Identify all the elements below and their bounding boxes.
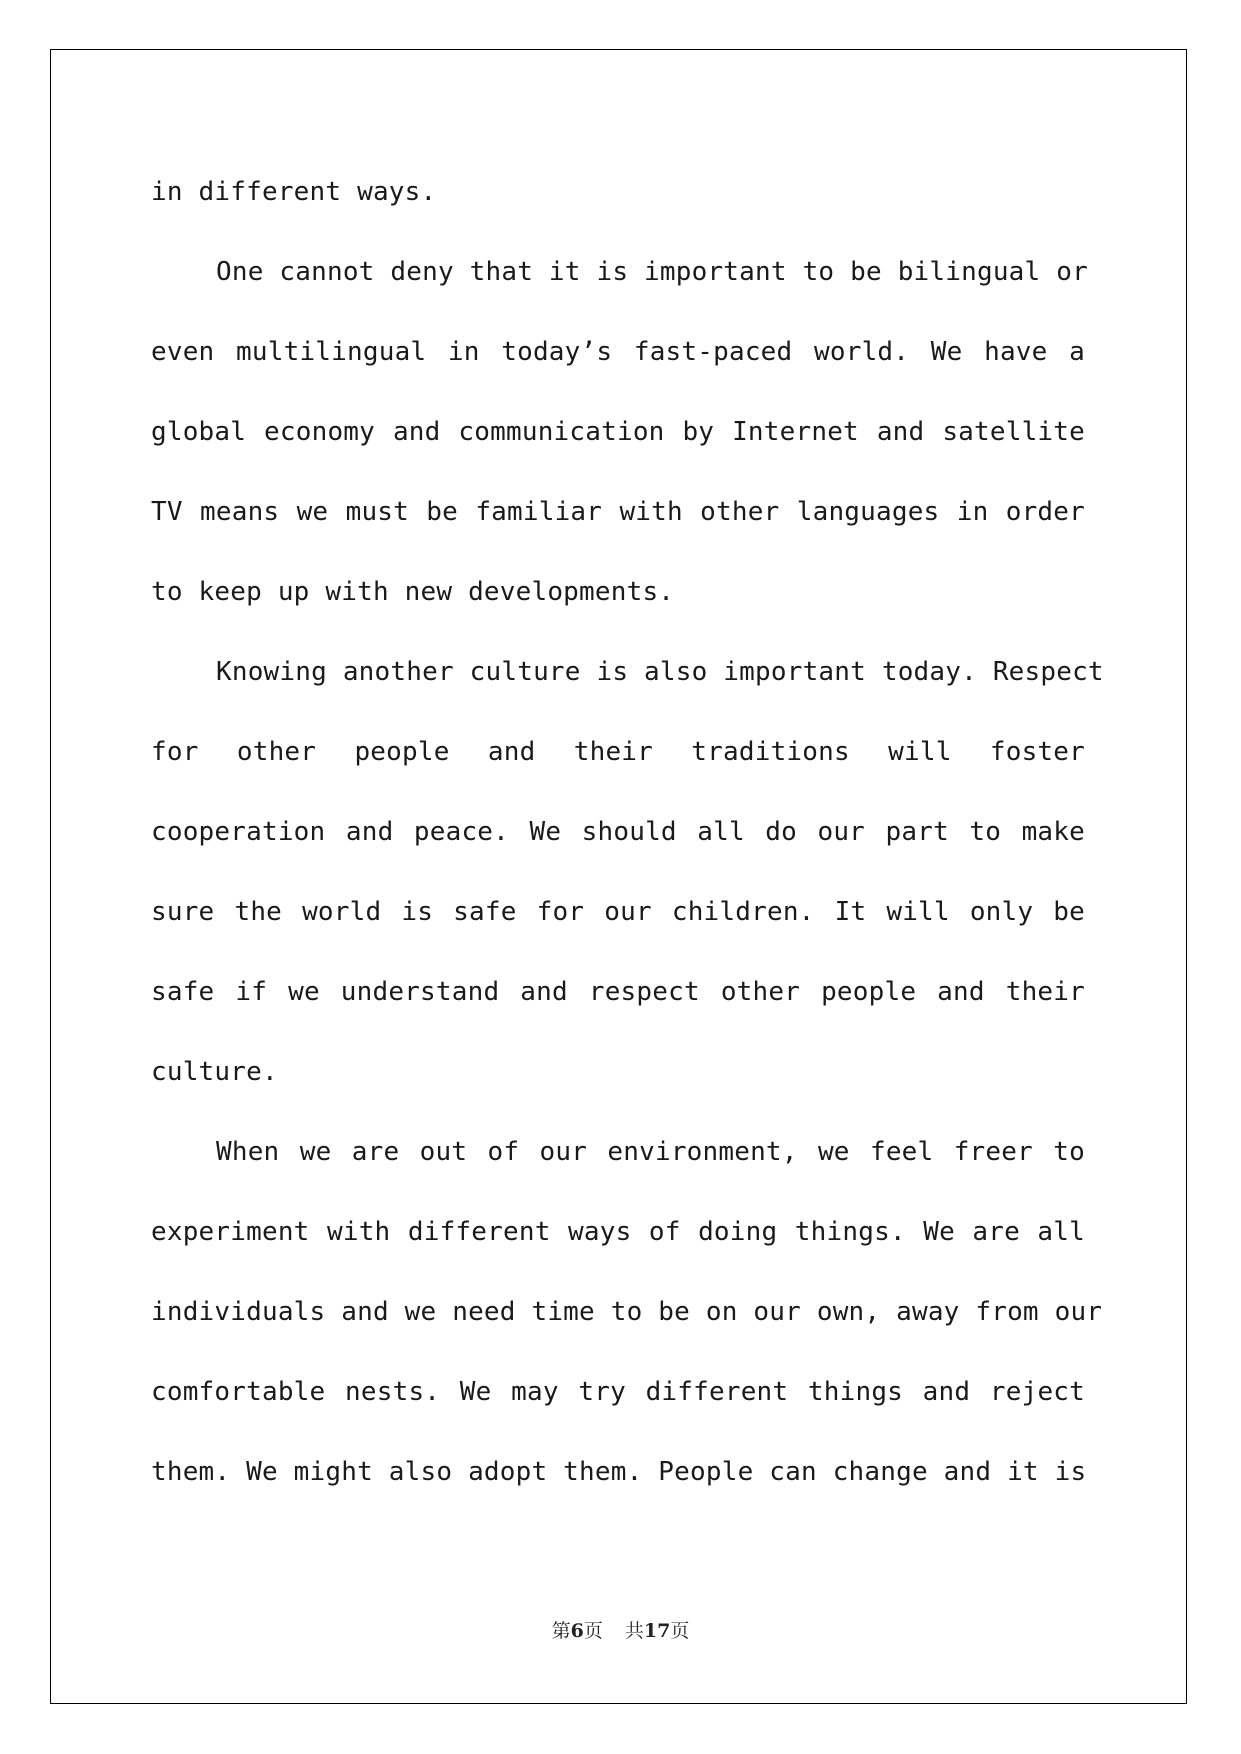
text-line: to keep up with new developments. bbox=[151, 577, 675, 607]
paragraph-start-line: One cannot deny that it is important to be bilingual or bbox=[216, 257, 1088, 287]
total-unit: 页 bbox=[670, 1620, 690, 1642]
text-line: comfortable nests. We may try different things and reject bbox=[151, 1377, 1085, 1407]
text-line: them. We might also adopt them. People can change and it is bbox=[151, 1457, 1087, 1487]
text-line: cooperation and peace. We should all do our part to make bbox=[151, 817, 1085, 847]
text-line: in different ways. bbox=[151, 177, 437, 207]
text-line: culture. bbox=[151, 1057, 278, 1087]
text-line: even multilingual in today’s fast-paced world. We have a bbox=[151, 337, 1085, 367]
text-line: safe if we understand and respect other people and their bbox=[151, 977, 1085, 1007]
paragraph-start-line: Knowing another culture is also important today. Respect bbox=[216, 657, 1104, 687]
text-line: sure the world is safe for our children. It will only be bbox=[151, 897, 1085, 927]
text-line: experiment with different ways of doing things. We are all bbox=[151, 1217, 1085, 1247]
page-number: 6 bbox=[570, 1620, 584, 1642]
paragraph-start-line: When we are out of our environment, we feel freer to bbox=[216, 1137, 1085, 1167]
total-pages: 17 bbox=[643, 1620, 671, 1642]
text-line: individuals and we need time to be on our own, away from our bbox=[151, 1297, 1103, 1327]
text-line: global economy and communication by Internet and satellite bbox=[151, 417, 1085, 447]
page-unit: 页 bbox=[583, 1620, 603, 1642]
text-line: TV means we must be familiar with other languages in order bbox=[151, 497, 1085, 527]
total-prefix: 共 bbox=[624, 1620, 644, 1642]
page-prefix: 第 bbox=[551, 1620, 571, 1642]
page-footer bbox=[0, 1616, 1241, 1646]
text-line: for other people and their traditions will foster bbox=[151, 737, 1085, 767]
